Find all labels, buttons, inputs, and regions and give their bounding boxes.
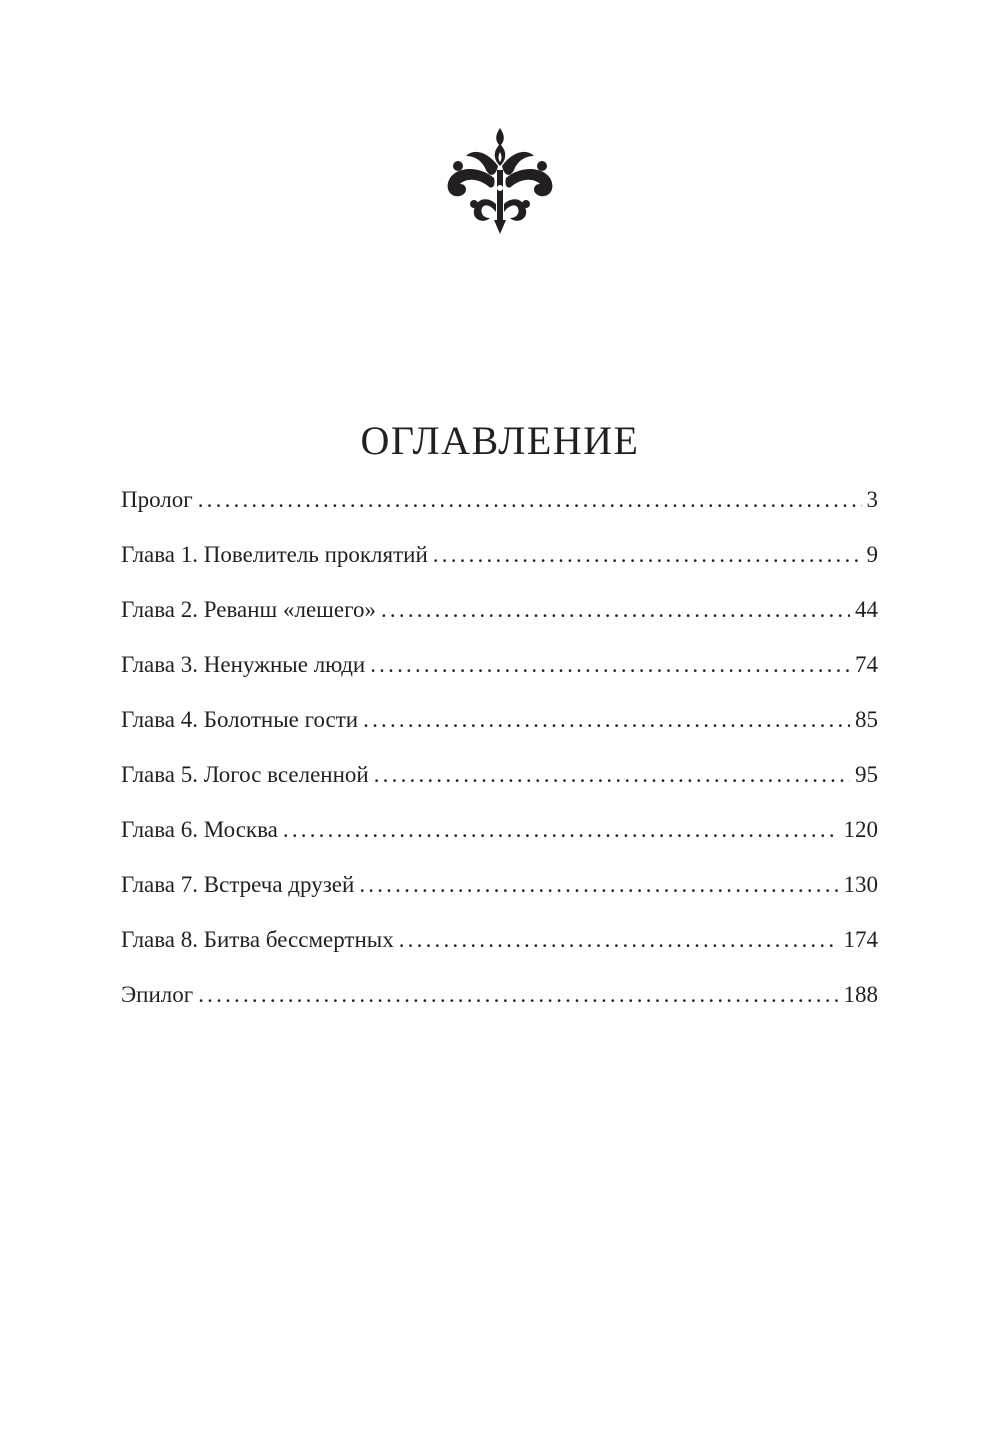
toc-entry-label: Глава 5. Логос вселенной — [121, 761, 369, 787]
toc-entry-label: Глава 2. Реванш «лешего» — [121, 596, 376, 622]
dot-leader — [370, 645, 850, 685]
toc-entry-page: 188 — [843, 981, 878, 1007]
toc-entry[interactable] — [121, 912, 878, 967]
toc-entry[interactable] — [121, 472, 878, 527]
dot-leader — [399, 920, 839, 960]
toc-entry-label: Глава 1. Повелитель проклятий — [121, 541, 428, 567]
floral-ornament-icon — [444, 126, 556, 236]
dot-leader — [198, 975, 838, 1015]
toc-entry-page: 130 — [843, 871, 878, 897]
table-of-contents — [121, 472, 878, 1022]
toc-entry-label: Глава 7. Встреча друзей — [121, 871, 355, 897]
toc-entry-label: Глава 4. Болотные гости — [121, 706, 359, 732]
toc-entry-label: Глава 3. Ненужные люди — [121, 651, 366, 677]
toc-entry-label: Пролог — [121, 486, 193, 512]
dot-leader — [283, 810, 839, 850]
toc-entry-page: 3 — [866, 486, 878, 512]
toc-entry-page: 174 — [843, 926, 878, 952]
toc-entry-page: 9 — [866, 541, 878, 567]
toc-entry-page: 44 — [855, 596, 878, 622]
dot-leader — [359, 865, 838, 905]
page-title: ОГЛАВЛЕНИЕ — [360, 417, 640, 463]
toc-entry-page: 74 — [855, 651, 878, 677]
toc-entry[interactable] — [121, 582, 878, 637]
toc-entry-label: Эпилог — [121, 981, 194, 1007]
dot-leader — [363, 700, 850, 740]
toc-entry-page: 85 — [855, 706, 878, 732]
dot-leader — [381, 590, 850, 630]
dot-leader — [374, 755, 850, 795]
toc-entry-page: 95 — [855, 761, 878, 787]
dot-leader — [433, 535, 862, 575]
toc-entry-page: 120 — [843, 816, 878, 842]
toc-entry[interactable] — [121, 967, 878, 1022]
toc-entry-label: Глава 8. Битва бессмертных — [121, 926, 394, 952]
dot-leader — [198, 480, 862, 520]
toc-entry[interactable] — [121, 527, 878, 582]
toc-entry[interactable] — [121, 802, 878, 857]
toc-entry-label: Глава 6. Москва — [121, 816, 278, 842]
toc-entry[interactable] — [121, 857, 878, 912]
toc-entry[interactable] — [121, 637, 878, 692]
toc-entry[interactable] — [121, 692, 878, 747]
toc-entry[interactable] — [121, 747, 878, 802]
